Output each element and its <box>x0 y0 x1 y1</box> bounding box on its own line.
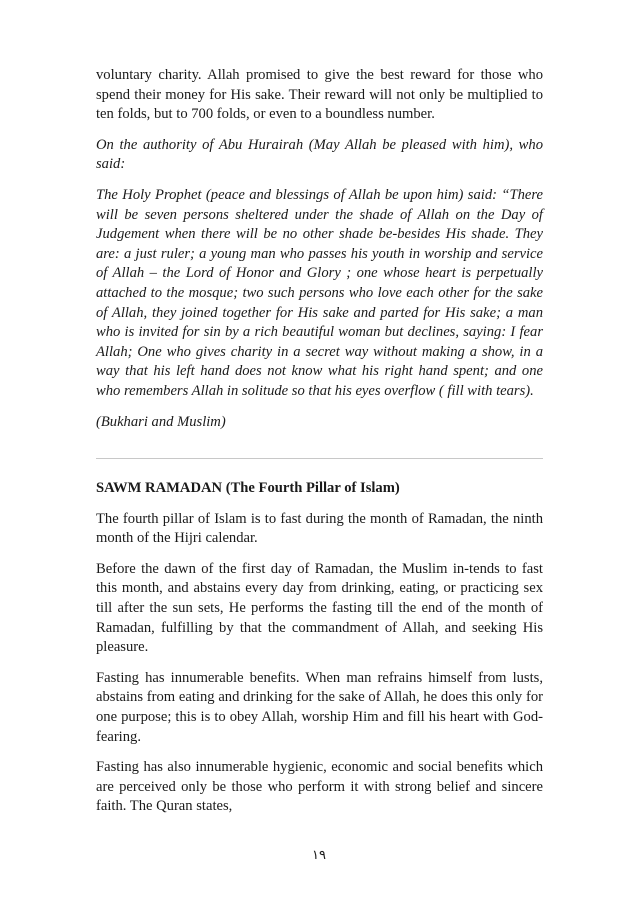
hadith-source: (Bukhari and Muslim) <box>96 413 226 430</box>
section-heading: SAWM RAMADAN (The Fourth Pillar of Islam) <box>96 480 400 497</box>
paragraph-fourth-pillar: The fourth pillar of Islam is to fast during the month of Ramadan, the ninth month of the Hijri calendar. <box>96 510 543 547</box>
paragraph-fasting-benefits: Fasting has innumerable benefits. When man refrains himself from lusts, abstains from eating and drinking for the sake of Allah, he does this only for one purpose; this is to obey Allah, worship Him and fill his heart with God-fearing. <box>96 669 543 745</box>
section-divider <box>96 458 543 459</box>
hadith-text: The Holy Prophet (peace and blessings of Allah be upon him) said: “There will be seven persons sheltered under the shade of Allah on the Day of Judgement when there will be no other shade be-besides His shade. They are: a just ruler; a young man who passes his youth in worship and service of Allah – the Lord of Honor and Glory ; one whose heart is perpetually attached to the mosque; two such persons who love each other for the sake of Allah, they joined together for His sake and parted for His sake; a man who is invited for sin by a rich beautiful woman but declines, saying: I fear Allah; One who gives charity in a secret way without making a show, in a way that his left hand does not know what his right hand spent; and one who remembers Allah in solitude so that his eyes overflow ( fill with tears). <box>96 186 543 399</box>
paragraph-before-dawn: Before the dawn of the first day of Ramadan, the Muslim in-tends to fast this month, and abstains every day from drinking, eating, or practicing sex till after the sun sets, He performs the fasting till the end of the month of Ramadan, fulfilling by that the commandment of Allah, and seeking His pleasure. <box>96 560 543 656</box>
page-content <box>96 66 543 828</box>
page-number: ١٩ <box>312 848 326 863</box>
hadith-intro: On the authority of Abu Hurairah (May Allah be pleased with him), who said: <box>96 136 543 173</box>
paragraph-charity: voluntary charity. Allah promised to give the best reward for those who spend their money for His sake. Their reward will not only be multiplied to ten folds, but to 700 folds, or even to a boundless number. <box>96 67 543 123</box>
paragraph-hygienic-benefits: Fasting has also innumerable hygienic, economic and social benefits which are perceived only be those who perform it with strong belief and sincere faith. The Quran states, <box>96 759 543 815</box>
